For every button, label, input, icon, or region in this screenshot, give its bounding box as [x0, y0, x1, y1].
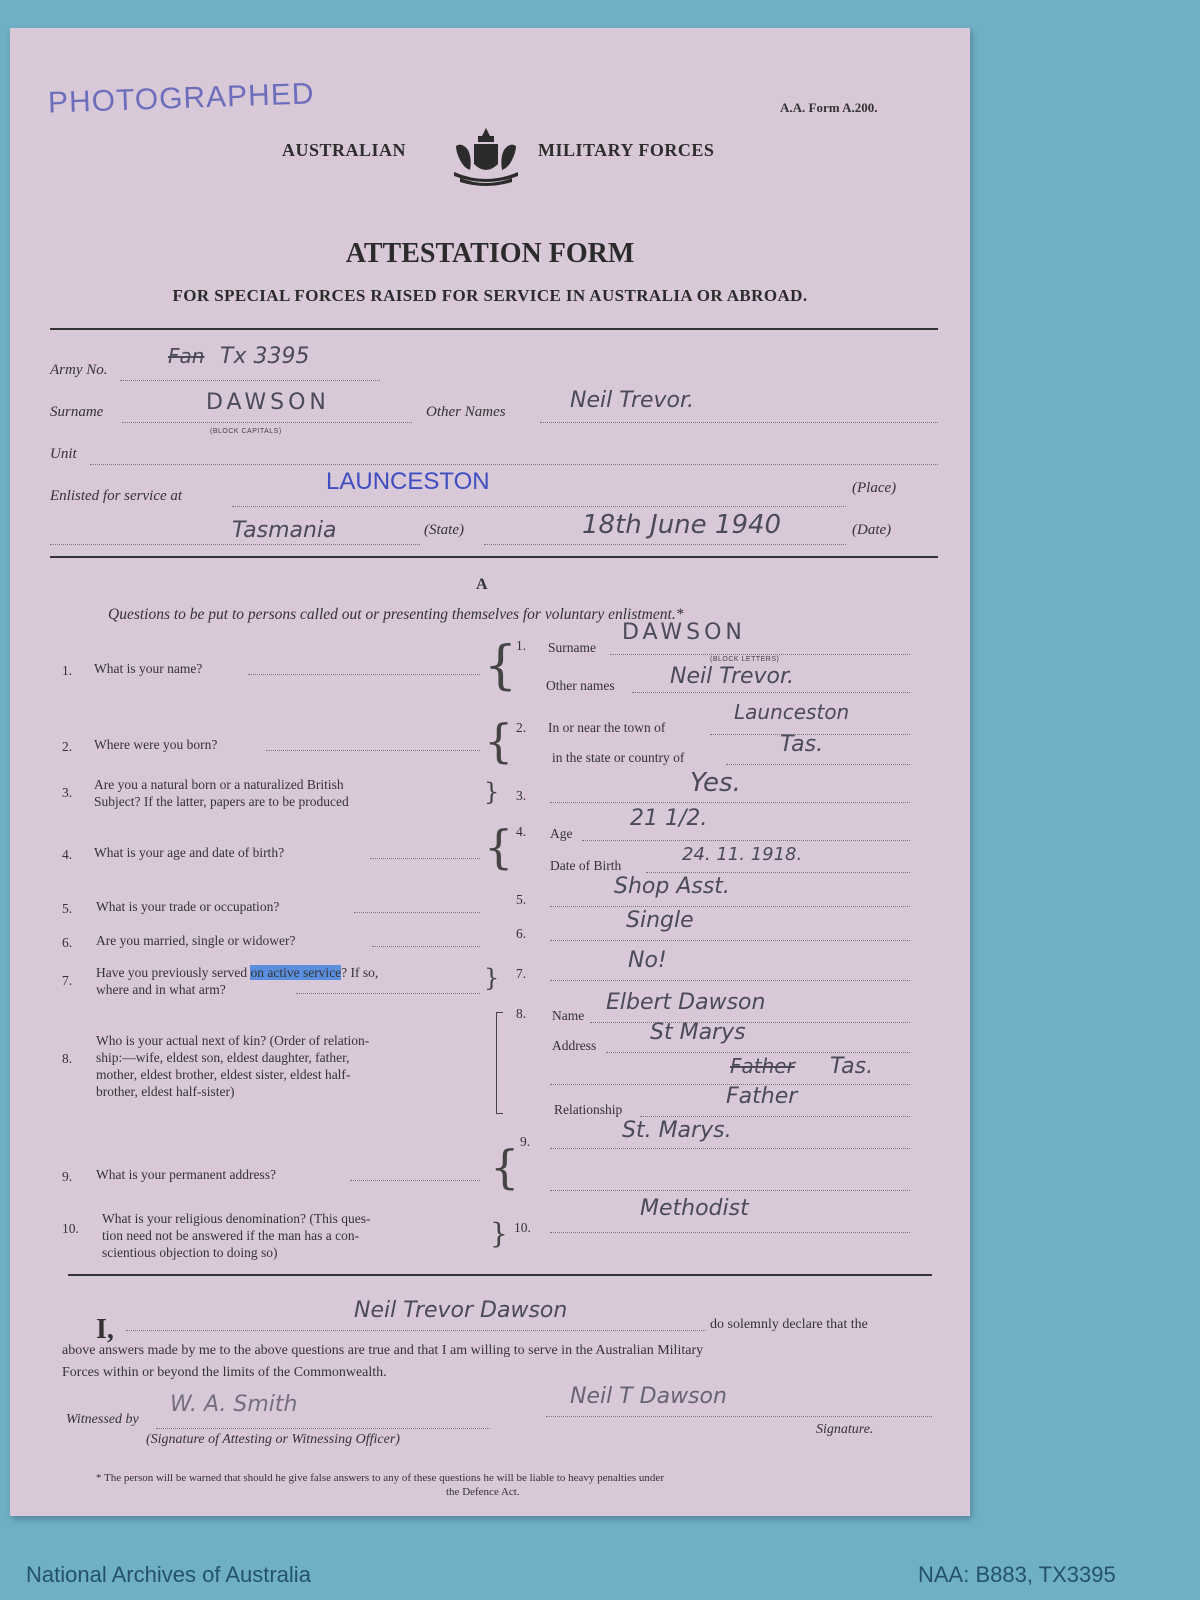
- answer-kin-address: St Marys: [650, 1020, 746, 1045]
- answer-number: 9.: [520, 1134, 531, 1149]
- brace: }: [490, 1217, 508, 1250]
- question-number: 9.: [62, 1169, 73, 1184]
- answer-number: 8.: [516, 1006, 527, 1021]
- answer-town: Launceston: [734, 700, 850, 724]
- question-number: 10.: [62, 1221, 79, 1236]
- section-intro: Questions to be put to persons called out or presenting themselves for voluntary enlistment.*: [108, 606, 684, 623]
- answer-line: [640, 1116, 910, 1117]
- answer-number: 7.: [516, 966, 527, 981]
- question-number: 2.: [62, 739, 73, 754]
- state-label: (State): [424, 522, 464, 538]
- other-names-line: [540, 422, 938, 423]
- place-value: LAUNCESTON: [326, 468, 490, 495]
- answer-line: [550, 906, 910, 907]
- answer-served: No!: [628, 948, 667, 973]
- answer-line: [550, 1148, 910, 1149]
- footnote: the Defence Act.: [446, 1486, 520, 1498]
- question-dots: [370, 858, 480, 859]
- answer-religion: Methodist: [640, 1196, 749, 1221]
- enlisted-line: [232, 506, 846, 507]
- highlighted-phrase: on active service: [250, 965, 342, 980]
- answer-surname: DAWSON: [622, 620, 746, 645]
- question-number: 3.: [62, 785, 73, 800]
- form-title: ATTESTATION FORM: [345, 238, 635, 269]
- answer-yes: Yes.: [690, 768, 741, 798]
- question-text: Who is your actual next of kin? (Order of relation-: [96, 1033, 370, 1048]
- question-dots: [266, 750, 480, 751]
- question-number: 5.: [62, 901, 73, 916]
- answer-number: 4.: [516, 824, 527, 839]
- brace: {: [484, 820, 514, 874]
- unit-line: [90, 464, 938, 465]
- surname-value: DAWSON: [206, 390, 330, 415]
- other-names-value: Neil Trevor.: [570, 388, 695, 413]
- date-value: 18th June 1940: [582, 510, 782, 540]
- photographed-stamp: PHOTOGRAPHED: [47, 77, 315, 120]
- question-text: What is your permanent address?: [96, 1167, 276, 1182]
- question-number: 6.: [62, 935, 73, 950]
- archive-credit: National Archives of Australia: [26, 1562, 311, 1587]
- answer-line: [632, 692, 910, 693]
- answer-line: [550, 802, 910, 803]
- army-no-struck: Fan: [168, 344, 205, 368]
- surname-label: Surname: [50, 404, 104, 420]
- question-number: 4.: [62, 847, 73, 862]
- question-dots: [372, 946, 480, 947]
- army-no-value: Tx 3395: [220, 344, 310, 369]
- answer-relationship: Father: [726, 1084, 798, 1109]
- answer-line: [550, 1232, 910, 1233]
- declaration-text: above answers made by me to the above questions are true and that I am willing to serve in the Australian Military: [62, 1343, 704, 1358]
- answer-marital: Single: [626, 908, 694, 933]
- witness-signature: W. A. Smith: [170, 1392, 298, 1417]
- answer-dob-label: Date of Birth: [550, 858, 622, 873]
- question-dots: [296, 993, 480, 994]
- attestation-form-page: [10, 28, 970, 1516]
- answer-other-label: Other names: [546, 678, 615, 693]
- question-text: What is your religious denomination? (This ques-: [102, 1211, 371, 1226]
- question-number: 7.: [62, 973, 73, 988]
- answer-surname-label: Surname: [548, 640, 596, 655]
- block-letters-note: (BLOCK LETTERS): [710, 656, 780, 663]
- answer-state-label: in the state or country of: [552, 750, 685, 765]
- answer-line: [726, 764, 910, 765]
- answer-number: 6.: [516, 926, 527, 941]
- answer-age: 21 1/2.: [630, 806, 708, 831]
- answer-address-label: Address: [552, 1038, 597, 1053]
- archive-reference: NAA: B883, TX3395: [918, 1562, 1116, 1587]
- answer-line: [606, 1052, 910, 1053]
- answer-relationship-label: Relationship: [554, 1102, 623, 1117]
- question-text: What is your age and date of birth?: [94, 845, 285, 860]
- divider: [50, 328, 938, 330]
- date-line: [484, 544, 846, 545]
- form-number: A.A. Form A.200.: [780, 100, 878, 115]
- answer-town-label: In or near the town of: [548, 720, 666, 735]
- declaration-text: Forces within or beyond the limits of the Commonwealth.: [62, 1365, 387, 1380]
- brace: {: [484, 714, 514, 768]
- place-label: (Place): [852, 480, 897, 496]
- question-number: 1.: [62, 663, 73, 678]
- header-military-forces: MILITARY FORCES: [538, 140, 715, 160]
- brace: {: [484, 636, 518, 696]
- applicant-signature: Neil T Dawson: [570, 1384, 727, 1409]
- declaration-i: I,: [96, 1314, 114, 1345]
- answer-number: 10.: [514, 1220, 531, 1235]
- answer-age-label: Age: [550, 826, 573, 841]
- question-text: brother, eldest half-sister): [96, 1084, 235, 1099]
- declaration-name: Neil Trevor Dawson: [354, 1298, 568, 1323]
- answer-line: [550, 1190, 910, 1191]
- army-no-line: [120, 380, 380, 381]
- question-text: Are you married, single or widower?: [96, 933, 296, 948]
- answer-number: 1.: [516, 638, 527, 653]
- answer-kin-address-struck: Father: [730, 1054, 795, 1078]
- coat-of-arms-icon: [450, 126, 522, 188]
- signature-line: [546, 1416, 932, 1417]
- question-text: What is your name?: [94, 661, 203, 676]
- bracket: [496, 1012, 503, 1114]
- question-text: Subject? If the latter, papers are to be produced: [94, 794, 349, 809]
- answer-number: 5.: [516, 892, 527, 907]
- divider: [68, 1274, 932, 1276]
- question-text: tion need not be answered if the man has a con-: [102, 1228, 360, 1243]
- answer-line: [646, 872, 910, 873]
- unit-label: Unit: [50, 446, 77, 462]
- answer-line: [610, 654, 910, 655]
- question-text: ship:—wife, eldest son, eldest daughter, father,: [96, 1050, 350, 1065]
- answer-name-label: Name: [552, 1008, 585, 1023]
- other-names-label: Other Names: [426, 404, 506, 420]
- answer-occupation: Shop Asst.: [614, 874, 730, 899]
- answer-line: [582, 840, 910, 841]
- enlisted-label: Enlisted for service at: [50, 488, 183, 504]
- date-label: (Date): [852, 522, 892, 538]
- divider: [50, 556, 938, 558]
- question-number: 8.: [62, 1051, 73, 1066]
- question-text: What is your trade or occupation?: [96, 899, 280, 914]
- army-no-label: Army No.: [50, 362, 108, 378]
- question-text: mother, eldest brother, eldest sister, eldest half-: [96, 1067, 351, 1082]
- answer-line: [550, 940, 910, 941]
- answer-kin-name: Elbert Dawson: [606, 990, 766, 1015]
- footnote: * The person will be warned that should he give false answers to any of these questions he will be liable to heavy penalties under: [96, 1472, 664, 1484]
- answer-number: 2.: [516, 720, 527, 735]
- question-text: where and in what arm?: [96, 982, 226, 997]
- declaration-text: do solemnly declare that the: [710, 1317, 868, 1332]
- declaration-line: [126, 1330, 706, 1331]
- answer-other: Neil Trevor.: [670, 664, 795, 689]
- answer-line: [590, 1022, 910, 1023]
- block-capitals-note: (BLOCK CAPITALS): [210, 428, 282, 435]
- witness-line: [156, 1428, 490, 1429]
- answer-dob: 24. 11. 1918.: [682, 844, 803, 865]
- signature-label: Signature.: [816, 1422, 874, 1437]
- witnessed-label: Witnessed by: [66, 1412, 139, 1427]
- question-dots: [350, 1180, 480, 1181]
- brace: {: [490, 1140, 520, 1194]
- form-subtitle: FOR SPECIAL FORCES RAISED FOR SERVICE IN AUSTRALIA OR ABROAD.: [172, 286, 808, 305]
- section-letter: A: [476, 576, 488, 593]
- brace: }: [484, 778, 500, 806]
- question-dots: [354, 912, 480, 913]
- surname-line: [122, 422, 412, 423]
- state-value: Tasmania: [232, 518, 337, 543]
- brace: }: [484, 964, 500, 992]
- witness-caption: (Signature of Attesting or Witnessing Officer): [146, 1432, 400, 1447]
- question-text: Are you a natural born or a naturalized British: [94, 777, 344, 792]
- question-text: scientious objection to doing so): [102, 1245, 278, 1260]
- answer-kin-address-state: Tas.: [830, 1054, 874, 1079]
- question-dots: [248, 674, 480, 675]
- answer-state: Tas.: [780, 732, 824, 757]
- answer-line: [550, 980, 910, 981]
- header-australian: AUSTRALIAN: [282, 140, 407, 160]
- answer-permanent-address: St. Marys.: [622, 1118, 732, 1143]
- answer-number: 3.: [516, 788, 527, 803]
- question-text: Have you previously served on active service? If so,: [96, 965, 379, 980]
- state-line: [50, 544, 420, 545]
- question-text: Where were you born?: [94, 737, 218, 752]
